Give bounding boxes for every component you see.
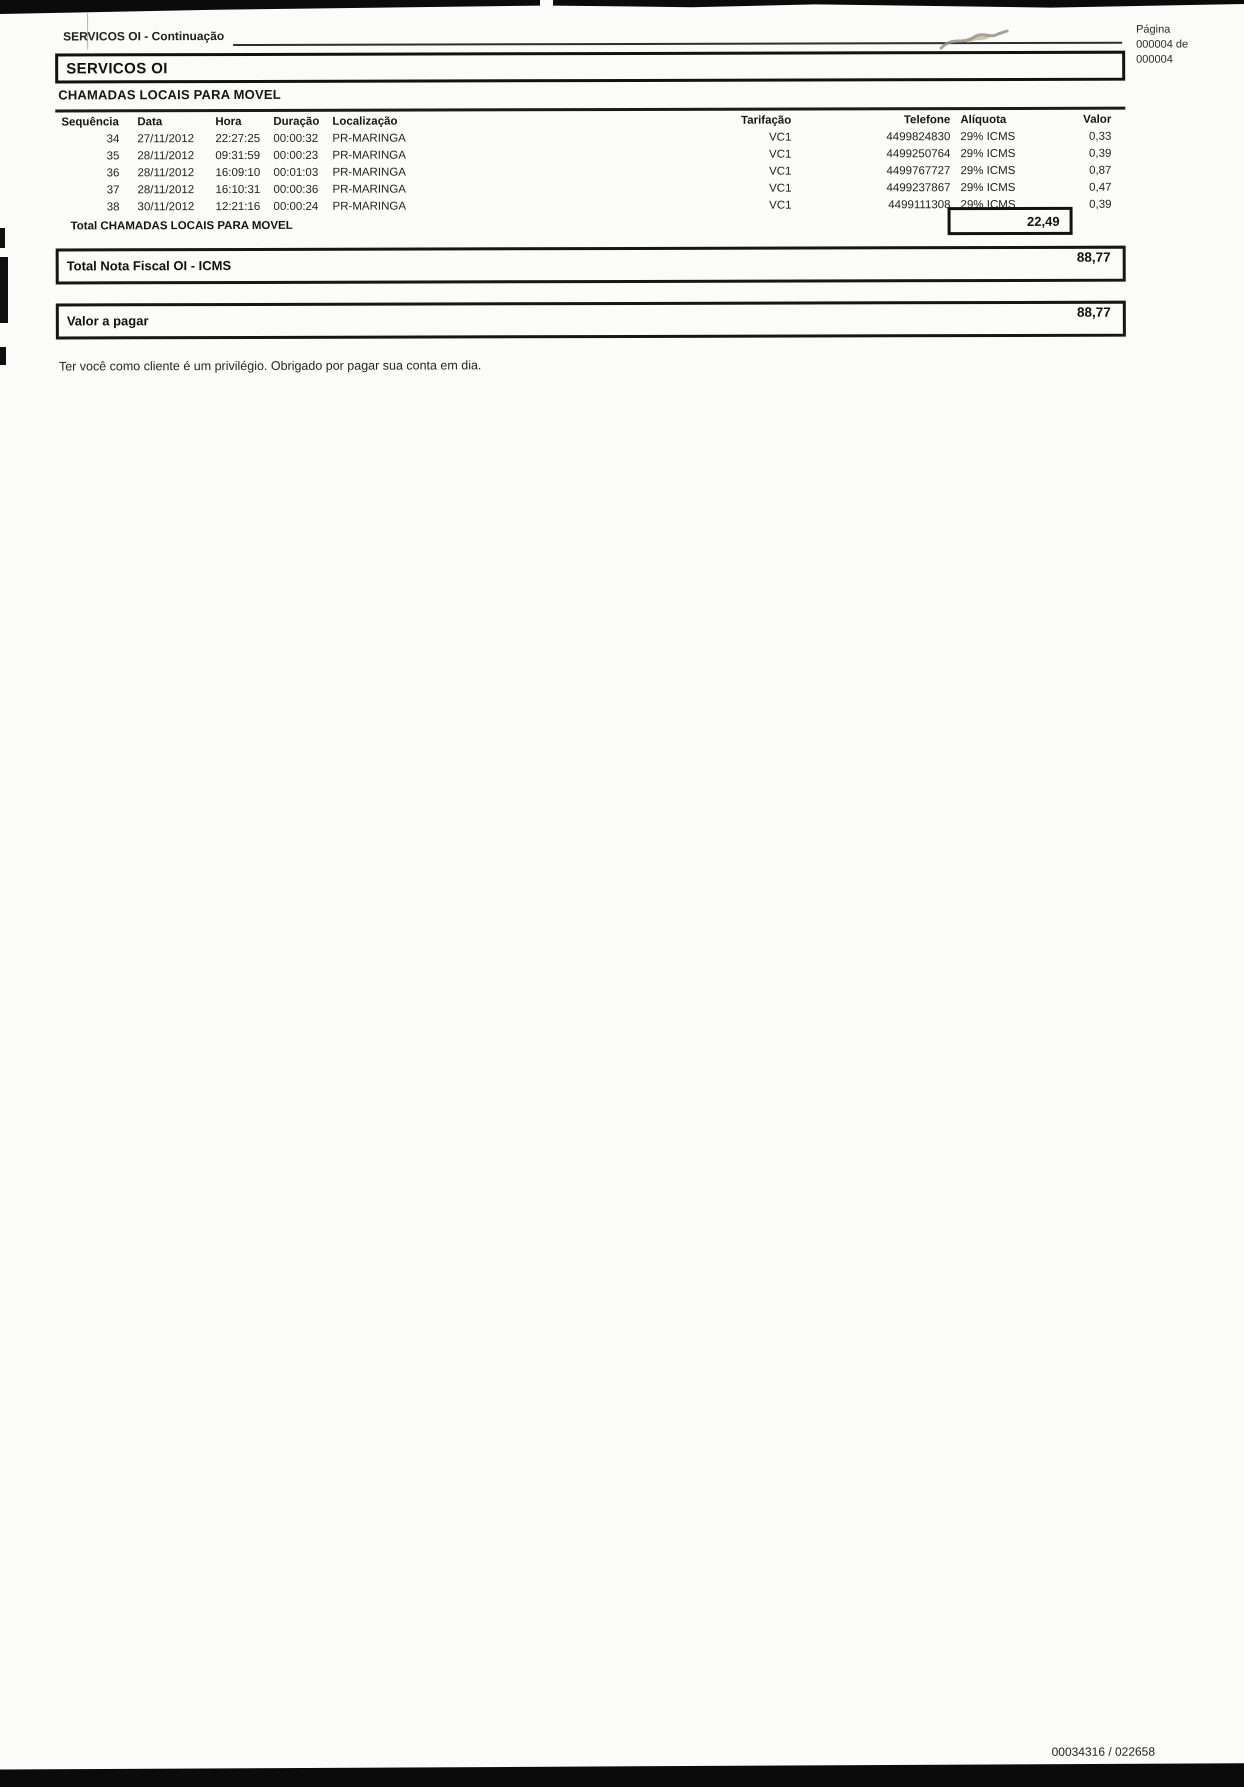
- cell-tarifacao: VC1: [769, 182, 792, 195]
- cell-sequencia: 38: [106, 201, 120, 214]
- cell-duracao: 00:00:36: [273, 183, 319, 196]
- section-total-value: 22,49: [1027, 213, 1060, 229]
- continuation-title: SERVICOS OI - Continuação: [63, 29, 225, 44]
- cell-aliquota: 29% ICMS: [960, 198, 1016, 212]
- cell-aliquota: 29% ICMS: [960, 181, 1016, 195]
- courtesy-message: Ter você como cliente é um privilégio. Obrigado por pagar sua conta em dia.: [58, 358, 482, 374]
- cell-hora: 09:31:59: [215, 149, 261, 163]
- cell-sequencia: 37: [106, 184, 120, 197]
- cell-telefone: 4499824830: [886, 131, 951, 144]
- cell-localizacao: PR-MARINGA: [332, 200, 407, 213]
- valor-a-pagar-box: [56, 301, 1126, 340]
- cell-hora: 16:10:31: [215, 183, 261, 197]
- cell-sequencia: 35: [106, 150, 120, 163]
- cell-data: 28/11/2012: [137, 184, 195, 197]
- col-header-duracao: Duração: [273, 115, 320, 128]
- cell-duracao: 00:01:03: [273, 166, 319, 179]
- cell-localizacao: PR-MARINGA: [332, 166, 406, 179]
- cell-valor: 0,39: [1089, 198, 1112, 211]
- footer-document-code: 00034316 / 022658: [1051, 1744, 1156, 1759]
- cell-tarifacao: VC1: [768, 131, 792, 144]
- section-total-label: Total CHAMADAS LOCAIS PARA MOVEL: [70, 219, 293, 233]
- total-nota-fiscal-label: Total Nota Fiscal OI - ICMS: [66, 258, 232, 274]
- cell-telefone: 4499237867: [886, 182, 951, 195]
- col-header-aliquota: Alíquota: [960, 113, 1007, 127]
- subsection-title: CHAMADAS LOCAIS PARA MOVEL: [58, 86, 281, 103]
- total-nota-fiscal-value: 88,77: [1076, 249, 1111, 265]
- cell-tarifacao: VC1: [769, 165, 792, 178]
- total-nota-fiscal-box: [56, 246, 1126, 285]
- cell-sequencia: 36: [106, 167, 120, 180]
- page-label: Página: [1136, 23, 1171, 36]
- col-header-localizacao: Localização: [332, 115, 398, 128]
- cell-duracao: 00:00:23: [273, 149, 319, 162]
- col-header-data: Data: [137, 116, 163, 129]
- cell-duracao: 00:00:24: [273, 200, 319, 213]
- cell-hora: 16:09:10: [215, 166, 261, 180]
- cell-tarifacao: VC1: [769, 148, 792, 161]
- cell-data: 28/11/2012: [137, 167, 195, 180]
- cell-aliquota: 29% ICMS: [960, 147, 1016, 161]
- cell-data: 28/11/2012: [137, 150, 195, 163]
- calls-table: [55, 112, 1125, 217]
- cell-data: 30/11/2012: [137, 201, 195, 214]
- cell-localizacao: PR-MARINGA: [332, 183, 406, 196]
- col-header-telefone: Telefone: [903, 114, 951, 127]
- cell-hora: 12:21:16: [215, 200, 261, 214]
- cell-sequencia: 34: [106, 133, 120, 146]
- cell-telefone: 4499250764: [886, 148, 951, 161]
- col-header-hora: Hora: [215, 115, 242, 129]
- col-header-sequencia: Sequência: [61, 116, 119, 129]
- page-number-line: 000004 de: [1136, 38, 1189, 51]
- section-title-box: [55, 51, 1125, 84]
- section-total-box: [948, 207, 1073, 235]
- cell-valor: 0,39: [1088, 147, 1112, 160]
- cell-telefone: 4499767727: [886, 165, 951, 178]
- page-number-block: [1136, 22, 1236, 67]
- cell-valor: 0,87: [1089, 164, 1112, 177]
- cell-hora: 22:27:25: [215, 132, 261, 146]
- cell-valor: 0,47: [1089, 181, 1112, 194]
- cell-aliquota: 29% ICMS: [960, 164, 1016, 178]
- page-total-line: 000004: [1136, 53, 1173, 66]
- col-header-valor: Valor: [1083, 113, 1112, 126]
- valor-a-pagar-label: Valor a pagar: [66, 313, 149, 329]
- valor-a-pagar-value: 88,77: [1077, 304, 1111, 320]
- col-header-tarifacao: Tarifação: [741, 114, 792, 127]
- cell-valor: 0,33: [1088, 130, 1112, 143]
- cell-telefone: 4499111308: [888, 199, 951, 212]
- cell-aliquota: 29% ICMS: [960, 130, 1016, 144]
- cell-duracao: 00:00:32: [273, 132, 319, 145]
- cell-localizacao: PR-MARINGA: [332, 132, 406, 145]
- cell-localizacao: PR-MARINGA: [332, 149, 406, 162]
- section-title: SERVICOS OI: [66, 59, 168, 77]
- cell-data: 27/11/2012: [137, 133, 195, 146]
- cell-tarifacao: VC1: [769, 199, 792, 212]
